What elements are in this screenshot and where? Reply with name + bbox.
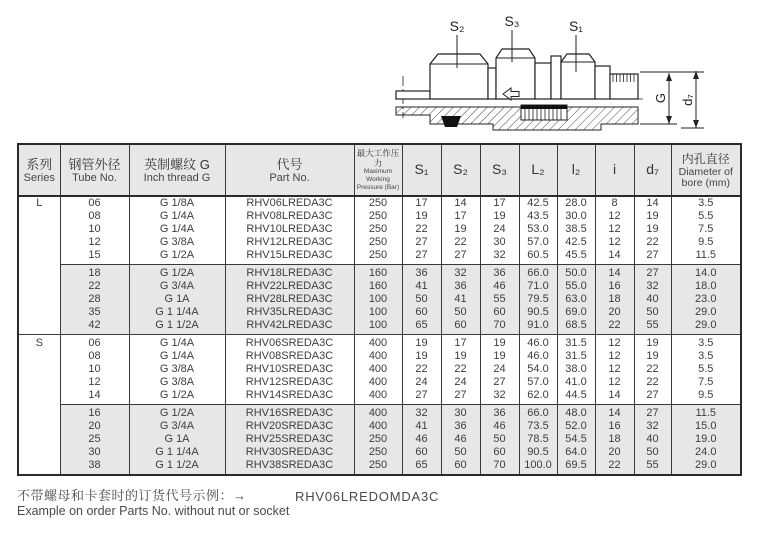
table-cell-i: 22 (595, 319, 634, 335)
table-cell-tube-no: 08 (60, 350, 129, 363)
table-cell-s2: 19 (441, 350, 480, 363)
table-cell-s3: 46 (480, 280, 519, 293)
table-cell-max-pressure: 250 (354, 433, 402, 446)
table-cell-l2-cap: 91.0 (519, 319, 557, 335)
table-cell-i: 12 (595, 210, 634, 223)
table-cell-max-pressure: 250 (354, 236, 402, 249)
order-note (17, 488, 289, 519)
table-row (18, 210, 741, 223)
table-cell-inch-thread: G 3/8A (129, 363, 225, 376)
table-cell-s3: 50 (480, 433, 519, 446)
col-header-l2-cap: L₂ (519, 144, 557, 196)
table-cell-d7: 19 (634, 223, 671, 236)
table-cell-part-no: RHV08LREDA3C (225, 210, 354, 223)
table-cell-l2: 42.5 (557, 236, 595, 249)
table-cell-inch-thread: G 1/4A (129, 335, 225, 351)
table-cell-s3: 32 (480, 389, 519, 405)
table-cell-i: 8 (595, 196, 634, 210)
table-cell-s1: 65 (402, 459, 441, 475)
table-cell-s1: 19 (402, 350, 441, 363)
table-cell-l2: 44.5 (557, 389, 595, 405)
col-header-max-pressure: 最大工作压力 Maximum Working Pressure (Bar) (354, 144, 402, 196)
table-cell-l2: 38.5 (557, 223, 595, 236)
table-cell-part-no: RHV30SREDA3C (225, 446, 354, 459)
table-cell-inch-thread: G 1 1/4A (129, 446, 225, 459)
table-cell-s1: 65 (402, 319, 441, 335)
table-cell-inch-thread: G 1A (129, 433, 225, 446)
table-cell-s2: 36 (441, 280, 480, 293)
table-cell-max-pressure: 250 (354, 459, 402, 475)
table-cell-d7: 40 (634, 433, 671, 446)
table-cell-part-no: RHV42LREDA3C (225, 319, 354, 335)
col-header-inch-thread: 英制螺纹 G Inch thread G (129, 144, 225, 196)
table-row (18, 249, 741, 265)
table-cell-d7: 27 (634, 405, 671, 421)
table-cell-part-no: RHV35LREDA3C (225, 306, 354, 319)
table-row (18, 306, 741, 319)
table-cell-i: 12 (595, 236, 634, 249)
seal-detail (441, 116, 461, 127)
table-cell-max-pressure: 100 (354, 306, 402, 319)
table-cell-i: 14 (595, 265, 634, 281)
table-cell-s1: 41 (402, 420, 441, 433)
table-cell-bore-diameter: 11.5 (671, 249, 741, 265)
table-cell-tube-no: 42 (60, 319, 129, 335)
table-cell-s2: 50 (441, 446, 480, 459)
label-s2: S₂ (449, 18, 465, 34)
table-cell-s3: 17 (480, 196, 519, 210)
table-row (18, 280, 741, 293)
table-cell-i: 16 (595, 420, 634, 433)
table-cell-l2: 64.0 (557, 446, 595, 459)
table-cell-s1: 50 (402, 293, 441, 306)
table-cell-part-no: RHV15LREDA3C (225, 249, 354, 265)
table-cell-part-no: RHV20SREDA3C (225, 420, 354, 433)
table-cell-s2: 30 (441, 405, 480, 421)
table-cell-tube-no: 06 (60, 335, 129, 351)
table-cell-part-no: RHV28LREDA3C (225, 293, 354, 306)
table-cell-l2: 50.0 (557, 265, 595, 281)
table-cell-i: 20 (595, 446, 634, 459)
table-cell-inch-thread: G 1/2A (129, 249, 225, 265)
table-cell-i: 12 (595, 363, 634, 376)
table-cell-d7: 22 (634, 236, 671, 249)
col-header-i: i (595, 144, 634, 196)
col-header-s1: S₁ (402, 144, 441, 196)
table-cell-bore-diameter: 9.5 (671, 236, 741, 249)
table-cell-bore-diameter: 11.5 (671, 405, 741, 421)
table-cell-s1: 32 (402, 405, 441, 421)
table-cell-tube-no: 12 (60, 376, 129, 389)
table-row (18, 405, 741, 421)
table-cell-inch-thread: G 3/8A (129, 376, 225, 389)
spring-detail (521, 105, 567, 120)
table-cell-bore-diameter: 7.5 (671, 376, 741, 389)
table-cell-inch-thread: G 1/4A (129, 210, 225, 223)
table-cell-s3: 36 (480, 265, 519, 281)
table-row (18, 236, 741, 249)
fitting-cross-section-diagram (393, 6, 765, 142)
table-cell-tube-no: 06 (60, 196, 129, 210)
table-cell-s3: 19 (480, 335, 519, 351)
table-row (18, 389, 741, 405)
table-row (18, 376, 741, 389)
table-cell-l2-cap: 62.0 (519, 389, 557, 405)
table-cell-max-pressure: 400 (354, 376, 402, 389)
table-cell-s1: 46 (402, 433, 441, 446)
table-cell-s3: 30 (480, 236, 519, 249)
table-cell-tube-no: 38 (60, 459, 129, 475)
table-cell-l2-cap: 73.5 (519, 420, 557, 433)
label-s3: S₃ (504, 13, 520, 29)
col-header-d7: d₇ (634, 144, 671, 196)
table-cell-bore-diameter: 14.0 (671, 265, 741, 281)
table-cell-s2: 17 (441, 210, 480, 223)
table-cell-part-no: RHV06LREDA3C (225, 196, 354, 210)
table-cell-tube-no: 18 (60, 265, 129, 281)
table-cell-l2: 38.0 (557, 363, 595, 376)
table-cell-bore-diameter: 29.0 (671, 319, 741, 335)
table-cell-s1: 22 (402, 223, 441, 236)
table-cell-i: 18 (595, 433, 634, 446)
table-row (18, 196, 741, 210)
table-cell-l2-cap: 66.0 (519, 265, 557, 281)
table-cell-part-no: RHV22LREDA3C (225, 280, 354, 293)
table-cell-bore-diameter: 29.0 (671, 306, 741, 319)
table-cell-d7: 22 (634, 376, 671, 389)
table-cell-bore-diameter: 3.5 (671, 350, 741, 363)
table-cell-bore-diameter: 24.0 (671, 446, 741, 459)
table-cell-inch-thread: G 1A (129, 293, 225, 306)
table-cell-s1: 19 (402, 210, 441, 223)
table-cell-s3: 24 (480, 223, 519, 236)
table-cell-inch-thread: G 1/2A (129, 405, 225, 421)
table-cell-s1: 17 (402, 196, 441, 210)
table-cell-s3: 46 (480, 420, 519, 433)
table-row (18, 433, 741, 446)
table-cell-inch-thread: G 1/4A (129, 350, 225, 363)
table-cell-l2-cap: 43.5 (519, 210, 557, 223)
table-cell-s3: 24 (480, 363, 519, 376)
table-cell-l2: 55.0 (557, 280, 595, 293)
table-cell-s1: 24 (402, 376, 441, 389)
table-cell-part-no: RHV38SREDA3C (225, 459, 354, 475)
table-cell-i: 12 (595, 350, 634, 363)
note-line-en: Example on order Parts No. without nut or socket (17, 504, 290, 518)
label-g: G (653, 92, 668, 104)
table-cell-s2: 46 (441, 433, 480, 446)
table-cell-i: 14 (595, 405, 634, 421)
table-cell-tube-no: 15 (60, 249, 129, 265)
spec-table (17, 143, 742, 476)
table-row (18, 363, 741, 376)
example-part-number: RHV06LREDOMDA3C (295, 489, 440, 504)
table-cell-l2: 68.5 (557, 319, 595, 335)
table-cell-inch-thread: G 1/8A (129, 196, 225, 210)
table-cell-s3: 60 (480, 306, 519, 319)
table-body (18, 196, 741, 475)
table-cell-l2: 69.5 (557, 459, 595, 475)
table-cell-tube-no: 22 (60, 280, 129, 293)
table-cell-s1: 27 (402, 389, 441, 405)
table-cell-part-no: RHV16SREDA3C (225, 405, 354, 421)
table-cell-max-pressure: 400 (354, 350, 402, 363)
table-cell-inch-thread: G 1/4A (129, 223, 225, 236)
table-cell-max-pressure: 250 (354, 249, 402, 265)
table-cell-part-no: RHV25SREDA3C (225, 433, 354, 446)
table-cell-l2-cap: 100.0 (519, 459, 557, 475)
table-cell-part-no: RHV12SREDA3C (225, 376, 354, 389)
table-cell-l2-cap: 46.0 (519, 335, 557, 351)
table-cell-d7: 55 (634, 459, 671, 475)
table-cell-s2: 60 (441, 319, 480, 335)
table-cell-d7: 19 (634, 335, 671, 351)
table-cell-s2: 14 (441, 196, 480, 210)
table-cell-l2: 31.5 (557, 335, 595, 351)
label-s1: S₁ (568, 18, 584, 34)
table-cell-d7: 19 (634, 210, 671, 223)
table-cell-i: 12 (595, 335, 634, 351)
table-cell-inch-thread: G 1/2A (129, 265, 225, 281)
note-line-zh: 不带螺母和卡套时的订货代号示例：→ (17, 488, 247, 503)
table-cell-max-pressure: 400 (354, 405, 402, 421)
table-cell-d7: 40 (634, 293, 671, 306)
table-row (18, 265, 741, 281)
table-cell-part-no: RHV18LREDA3C (225, 265, 354, 281)
table-cell-inch-thread: G 3/8A (129, 236, 225, 249)
table-cell-tube-no: 20 (60, 420, 129, 433)
table-cell-bore-diameter: 7.5 (671, 223, 741, 236)
dimension-labels (653, 93, 695, 106)
table-cell-l2-cap: 54.0 (519, 363, 557, 376)
col-header-series: 系列 Series (18, 144, 60, 196)
table-cell-s1: 41 (402, 280, 441, 293)
table-cell-d7: 27 (634, 265, 671, 281)
table-cell-max-pressure: 400 (354, 389, 402, 405)
table-cell-max-pressure: 160 (354, 280, 402, 293)
table-cell-s1: 60 (402, 446, 441, 459)
table-cell-bore-diameter: 5.5 (671, 210, 741, 223)
table-cell-d7: 14 (634, 196, 671, 210)
table-cell-d7: 50 (634, 446, 671, 459)
col-header-part-no: 代号 Part No. (225, 144, 354, 196)
table-cell-s1: 22 (402, 363, 441, 376)
table-cell-i: 14 (595, 389, 634, 405)
table-cell-bore-diameter: 9.5 (671, 389, 741, 405)
section-hatch (396, 107, 638, 130)
table-cell-bore-diameter: 19.0 (671, 433, 741, 446)
table-cell-d7: 19 (634, 350, 671, 363)
table-cell-tube-no: 25 (60, 433, 129, 446)
table-cell-l2-cap: 53.0 (519, 223, 557, 236)
table-cell-l2: 28.0 (557, 196, 595, 210)
table-row (18, 446, 741, 459)
table-row (18, 319, 741, 335)
col-header-s3: S₃ (480, 144, 519, 196)
table-cell-d7: 27 (634, 389, 671, 405)
table-cell-l2-cap: 66.0 (519, 405, 557, 421)
table-cell-bore-diameter: 23.0 (671, 293, 741, 306)
table-cell-l2-cap: 78.5 (519, 433, 557, 446)
table-cell-part-no: RHV10SREDA3C (225, 363, 354, 376)
thread-ticks (613, 74, 634, 82)
table-cell-l2-cap: 42.5 (519, 196, 557, 210)
table-row (18, 335, 741, 351)
table-cell-bore-diameter: 29.0 (671, 459, 741, 475)
col-header-l2: l₂ (557, 144, 595, 196)
table-header (18, 144, 741, 196)
table-cell-s1: 60 (402, 306, 441, 319)
table-cell-tube-no: 08 (60, 210, 129, 223)
table-cell-s3: 60 (480, 446, 519, 459)
table-cell-l2-cap: 57.0 (519, 236, 557, 249)
table-cell-i: 14 (595, 249, 634, 265)
table-cell-d7: 32 (634, 280, 671, 293)
table-cell-s1: 27 (402, 249, 441, 265)
table-cell-bore-diameter: 5.5 (671, 363, 741, 376)
table-cell-max-pressure: 100 (354, 293, 402, 306)
table-cell-bore-diameter: 15.0 (671, 420, 741, 433)
table-cell-s2: 60 (441, 459, 480, 475)
table-cell-max-pressure: 250 (354, 210, 402, 223)
table-cell-s2: 27 (441, 389, 480, 405)
table-cell-s2: 19 (441, 223, 480, 236)
table-cell-l2: 31.5 (557, 350, 595, 363)
col-header-s2: S₂ (441, 144, 480, 196)
table-cell-l2: 41.0 (557, 376, 595, 389)
series-cell: S (18, 335, 60, 476)
table-row (18, 420, 741, 433)
table-cell-part-no: RHV08SREDA3C (225, 350, 354, 363)
table-cell-bore-diameter: 3.5 (671, 196, 741, 210)
table-cell-l2-cap: 79.5 (519, 293, 557, 306)
table-cell-d7: 55 (634, 319, 671, 335)
table-cell-i: 16 (595, 280, 634, 293)
table-cell-i: 12 (595, 376, 634, 389)
table-cell-s2: 24 (441, 376, 480, 389)
table-cell-tube-no: 16 (60, 405, 129, 421)
table-cell-s3: 70 (480, 319, 519, 335)
table-cell-s3: 32 (480, 249, 519, 265)
table-cell-max-pressure: 400 (354, 420, 402, 433)
table-cell-part-no: RHV06SREDA3C (225, 335, 354, 351)
table-cell-s3: 70 (480, 459, 519, 475)
table-cell-s3: 55 (480, 293, 519, 306)
table-cell-tube-no: 12 (60, 236, 129, 249)
table-cell-l2-cap: 60.5 (519, 249, 557, 265)
table-cell-tube-no: 28 (60, 293, 129, 306)
table-cell-l2: 69.0 (557, 306, 595, 319)
table-cell-i: 22 (595, 459, 634, 475)
table-cell-max-pressure: 250 (354, 196, 402, 210)
table-cell-l2: 52.0 (557, 420, 595, 433)
table-cell-l2-cap: 57.0 (519, 376, 557, 389)
table-cell-s3: 36 (480, 405, 519, 421)
table-cell-i: 12 (595, 223, 634, 236)
col-header-bore-diameter: 内孔直径 Diameter of bore (mm) (671, 144, 741, 196)
table-cell-part-no: RHV10LREDA3C (225, 223, 354, 236)
table-cell-l2-cap: 90.5 (519, 446, 557, 459)
table-row (18, 350, 741, 363)
table-cell-bore-diameter: 18.0 (671, 280, 741, 293)
table-cell-s2: 22 (441, 363, 480, 376)
table-cell-inch-thread: G 1 1/2A (129, 459, 225, 475)
table-row (18, 293, 741, 306)
table-cell-bore-diameter: 3.5 (671, 335, 741, 351)
table-cell-tube-no: 30 (60, 446, 129, 459)
table-cell-d7: 50 (634, 306, 671, 319)
table-cell-l2: 63.0 (557, 293, 595, 306)
table-cell-d7: 22 (634, 363, 671, 376)
table-cell-s2: 27 (441, 249, 480, 265)
table-cell-i: 20 (595, 306, 634, 319)
table-cell-max-pressure: 400 (354, 335, 402, 351)
table-cell-s3: 19 (480, 210, 519, 223)
table-cell-s3: 19 (480, 350, 519, 363)
table-cell-max-pressure: 160 (354, 265, 402, 281)
table-cell-inch-thread: G 1 1/2A (129, 319, 225, 335)
table-cell-max-pressure: 250 (354, 446, 402, 459)
table-cell-inch-thread: G 1/2A (129, 389, 225, 405)
table-cell-s2: 50 (441, 306, 480, 319)
table-cell-s3: 27 (480, 376, 519, 389)
table-cell-inch-thread: G 1 1/4A (129, 306, 225, 319)
table-cell-s2: 17 (441, 335, 480, 351)
table-cell-l2: 54.5 (557, 433, 595, 446)
col-header-tube-no: 钢管外径 Tube No. (60, 144, 129, 196)
table-row (18, 223, 741, 236)
table-cell-inch-thread: G 3/4A (129, 280, 225, 293)
table-cell-l2: 48.0 (557, 405, 595, 421)
table-cell-inch-thread: G 3/4A (129, 420, 225, 433)
table-cell-s2: 32 (441, 265, 480, 281)
table-cell-tube-no: 35 (60, 306, 129, 319)
table-cell-l2-cap: 90.5 (519, 306, 557, 319)
table-cell-max-pressure: 250 (354, 223, 402, 236)
table-cell-i: 18 (595, 293, 634, 306)
table-cell-s1: 19 (402, 335, 441, 351)
table-cell-s2: 41 (441, 293, 480, 306)
table-cell-s2: 22 (441, 236, 480, 249)
table-cell-max-pressure: 400 (354, 363, 402, 376)
table-cell-tube-no: 10 (60, 223, 129, 236)
table-cell-l2: 30.0 (557, 210, 595, 223)
table-cell-l2-cap: 46.0 (519, 350, 557, 363)
table-cell-d7: 27 (634, 249, 671, 265)
table-cell-tube-no: 10 (60, 363, 129, 376)
table-cell-d7: 32 (634, 420, 671, 433)
series-cell: L (18, 196, 60, 335)
label-d7: d₇ (680, 94, 695, 106)
table-cell-l2: 45.5 (557, 249, 595, 265)
table-cell-part-no: RHV14SREDA3C (225, 389, 354, 405)
table-cell-part-no: RHV12LREDA3C (225, 236, 354, 249)
table-cell-s1: 27 (402, 236, 441, 249)
table-cell-l2-cap: 71.0 (519, 280, 557, 293)
table-row (18, 459, 741, 475)
table-cell-max-pressure: 100 (354, 319, 402, 335)
table-cell-tube-no: 14 (60, 389, 129, 405)
table-cell-s2: 36 (441, 420, 480, 433)
table-cell-s1: 36 (402, 265, 441, 281)
